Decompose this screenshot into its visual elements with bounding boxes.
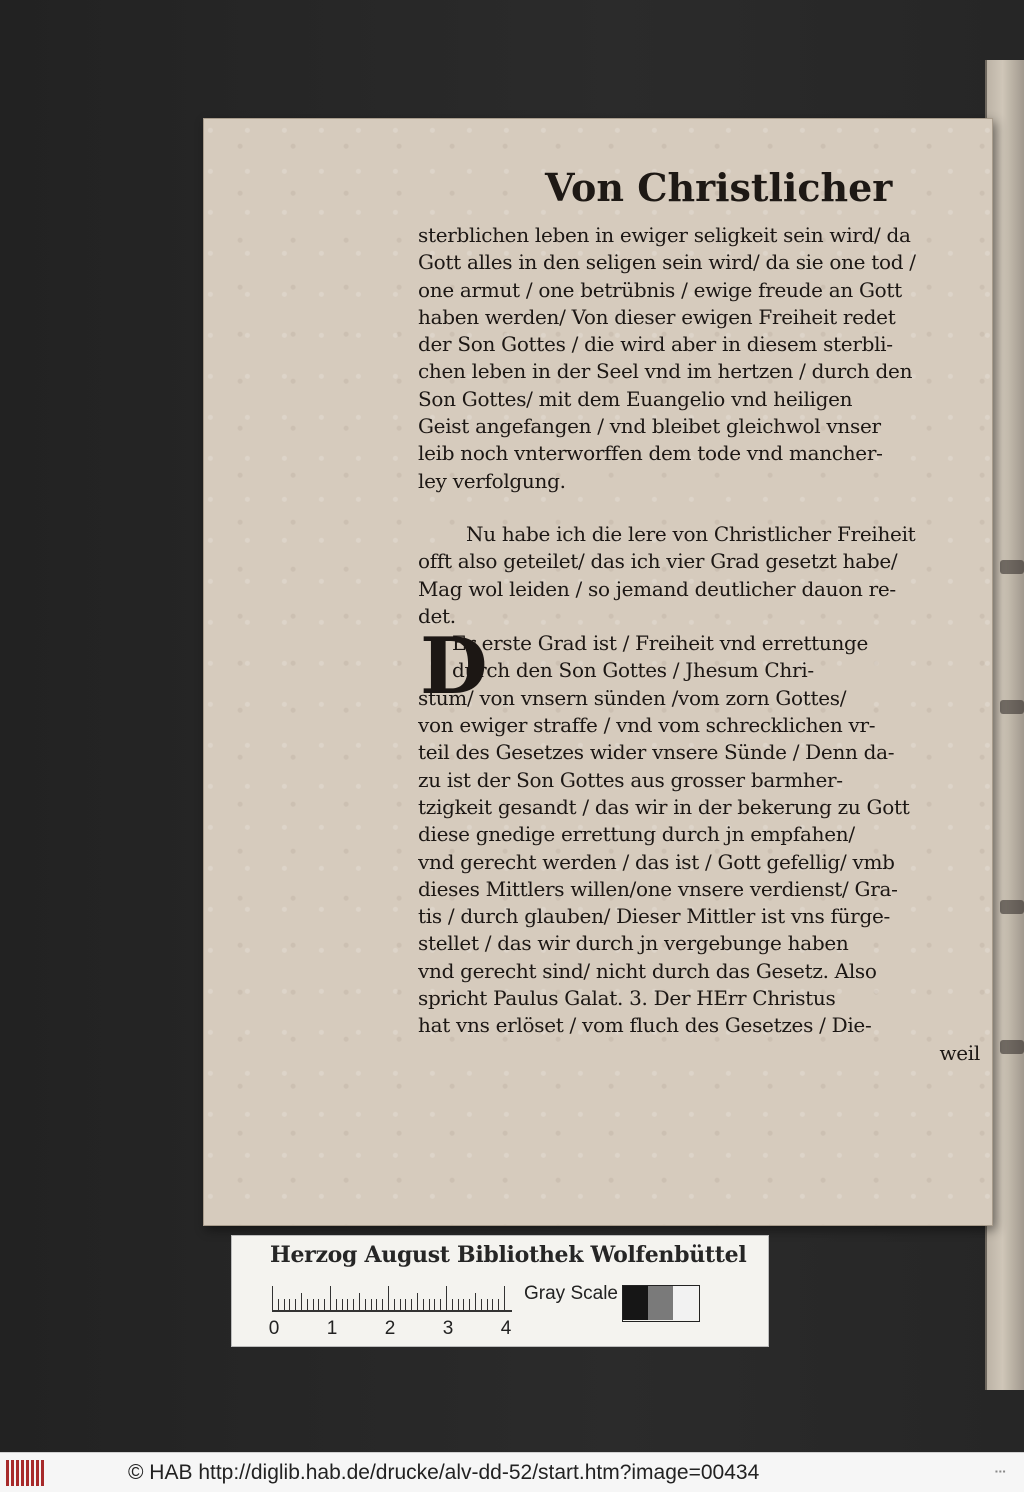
scale-ruler [272, 1284, 512, 1312]
swatch-black [623, 1286, 648, 1320]
text-line: hat vns erlöset / vom fluch des Gesetzes / Die- [418, 1013, 872, 1038]
ruler-tick [411, 1299, 412, 1310]
paragraph-3-opening [418, 630, 980, 685]
ruler-tick [492, 1299, 493, 1310]
ruler-tick [394, 1299, 395, 1310]
ruler-tick [434, 1299, 435, 1310]
text-line: chen leben in der Seel vnd im hertzen / durch den [418, 359, 913, 384]
library-name: Herzog August Bibliothek Wolfenbüttel [270, 1242, 747, 1268]
text-line: von ewiger straffe / vnd vom schrecklichen vr- [418, 713, 876, 738]
scale-label: 3 [442, 1318, 454, 1339]
ruler-tick [301, 1293, 302, 1310]
adjacent-page-mark [1000, 700, 1024, 714]
text-line: der Son Gottes / die wird aber in diesem sterbli- [418, 332, 893, 357]
text-line: vnd gerecht werden / das ist / Gott gefellig/ vmb [418, 849, 895, 874]
ruler-tick [469, 1299, 470, 1310]
ruler-tick [475, 1293, 476, 1310]
adjacent-page-mark [1000, 1040, 1024, 1054]
paragraph-gap [418, 495, 980, 521]
ruler-tick [388, 1286, 389, 1310]
text-line: Mag wol leiden / so jemand deutlicher dauon re- [418, 576, 896, 601]
ruler-tick [307, 1299, 308, 1310]
ruler-tick [347, 1299, 348, 1310]
text-line: one armut / one betrübnis / ewige freude an Gott [418, 277, 902, 302]
paragraph-3 [418, 685, 980, 1040]
text-line: Nu habe ich die lere von Christlicher Freiheit [466, 521, 916, 546]
viewer-footer [0, 1452, 1024, 1492]
paragraph-1 [418, 222, 980, 495]
scale-label: 1 [326, 1318, 338, 1339]
ruler-tick [376, 1299, 377, 1310]
text-line: haben werden/ Von dieser ewigen Freiheit redet [418, 304, 896, 329]
text-line: det. [418, 603, 456, 628]
calibration-card [231, 1235, 769, 1347]
page-heading: Von Christlicher [545, 165, 893, 210]
ruler-tick [429, 1299, 430, 1310]
text-line: dieses Mittlers willen/one vnsere verdienst/ Gra- [418, 876, 898, 901]
text-line: offt also geteilet/ das ich vier Grad gesetzt habe/ [418, 549, 898, 574]
ruler-tick [371, 1299, 372, 1310]
footer-mark: ▪▪▪ [995, 1467, 1007, 1476]
text-line: stum/ von vnsern sünden /vom zorn Gottes/ [418, 685, 847, 710]
text-line: tzigkeit gesandt / das wir in der bekerung zu Gott [418, 794, 910, 819]
text-line: Er erste Grad ist / Freiheit vnd errettunge [452, 631, 869, 656]
hab-logo-icon[interactable] [6, 1460, 46, 1486]
adjacent-page-mark [1000, 900, 1024, 914]
ruler-tick [487, 1299, 488, 1310]
ruler-tick [452, 1299, 453, 1310]
page-text [418, 222, 980, 1067]
ruler-tick [463, 1299, 464, 1310]
adjacent-page-mark [1000, 560, 1024, 574]
ruler-tick [481, 1299, 482, 1310]
text-line: stellet / das wir durch jn vergebunge haben [418, 931, 849, 956]
ruler-tick [272, 1286, 273, 1310]
ruler-tick [440, 1299, 441, 1310]
ruler-tick [353, 1299, 354, 1310]
ruler-tick [423, 1299, 424, 1310]
ruler-tick [498, 1299, 499, 1310]
paragraph-2 [418, 521, 980, 630]
ruler-tick [318, 1299, 319, 1310]
text-line: zu ist der Son Gottes aus grosser barmher- [418, 767, 843, 792]
ruler-tick [342, 1299, 343, 1310]
text-line: ley verfolgung. [418, 468, 566, 493]
text-line: vnd gerecht sind/ nicht durch das Gesetz. Also [418, 958, 877, 983]
ruler-tick [278, 1299, 279, 1310]
text-line: sterblichen leben in ewiger seligkeit sein wird/ da [418, 223, 911, 247]
swatch-white [673, 1286, 698, 1320]
ruler-tick [313, 1299, 314, 1310]
text-line: Gott alles in den seligen sein wird/ da sie one tod / [418, 250, 916, 275]
ruler-tick [336, 1299, 337, 1310]
copyright-url[interactable]: © HAB http://diglib.hab.de/drucke/alv-dd-52/start.htm?image=00434 [128, 1461, 760, 1484]
ruler-tick [284, 1299, 285, 1310]
text-line: teil des Gesetzes wider vnsere Sünde / Denn da- [418, 740, 895, 765]
text-line: spricht Paulus Galat. 3. Der HErr Christus [418, 986, 836, 1011]
ruler-tick [504, 1286, 505, 1310]
ruler-tick [365, 1299, 366, 1310]
catchword: weil [939, 1040, 980, 1065]
text-line: tis / durch glauben/ Dieser Mittler ist vns fürge- [418, 904, 890, 929]
text-line: diese gnedige errettung durch jn empfahen/ [418, 822, 855, 847]
text-line: leib noch vnterworffen dem tode vnd mancher- [418, 441, 883, 466]
swatch-gray [648, 1286, 673, 1320]
drop-cap-initial: D [420, 621, 488, 712]
ruler-tick [330, 1286, 331, 1310]
ruler-tick [324, 1299, 325, 1310]
ruler-tick [405, 1299, 406, 1310]
text-line: Geist angefangen / vnd bleibet gleichwol vnser [418, 414, 881, 439]
ruler-tick [359, 1293, 360, 1310]
ruler-tick [458, 1299, 459, 1310]
ruler-tick [400, 1299, 401, 1310]
scale-label: 4 [500, 1318, 512, 1339]
gray-scale-label: Gray Scale [524, 1283, 618, 1304]
scale-label: 0 [268, 1318, 280, 1339]
text-line: durch den Son Gottes / Jhesum Chri- [452, 658, 814, 683]
text-line: Son Gottes/ mit dem Euangelio vnd heiligen [418, 386, 853, 411]
ruler-tick [417, 1293, 418, 1310]
ruler-tick [289, 1299, 290, 1310]
ruler-tick [295, 1299, 296, 1310]
scale-label: 2 [384, 1318, 396, 1339]
ruler-tick [382, 1299, 383, 1310]
ruler-tick [446, 1286, 447, 1310]
